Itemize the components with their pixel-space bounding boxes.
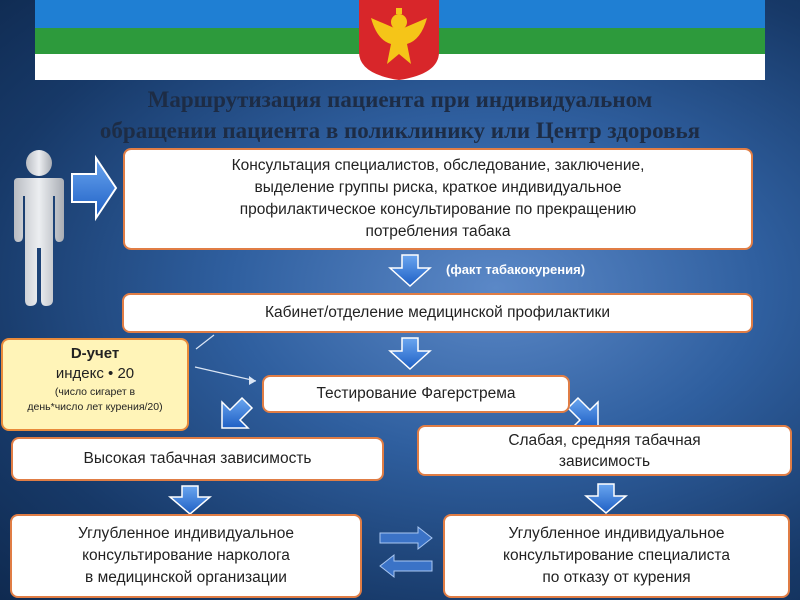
consultation-line-3: профилактическое консультирование по прекращению: [239, 201, 637, 218]
specialist-line-1: Углубленное индивидуальное: [508, 525, 725, 542]
title-line-2: обращении пациента в поликлинику или Центр здоровья: [99, 118, 701, 143]
narcologist-line-3: в медицинской организации: [85, 569, 287, 586]
specialist-line-3: по отказу от курения: [542, 569, 691, 586]
narcologist-box: [10, 514, 362, 598]
person-icon: [8, 150, 72, 310]
consultation-line-4: потребления табака: [365, 223, 511, 240]
arrow-right-icon: [72, 158, 116, 218]
fagerstrom-label: Тестирование Фагерстрема: [316, 385, 516, 402]
fact-label: (факт табакокурения): [446, 262, 586, 277]
consultation-line-1: Консультация специалистов, обследование, заключение,: [231, 157, 645, 174]
title-line-1: Маршрутизация пациента при индивидуальном: [147, 87, 653, 112]
specialist-box: [443, 514, 790, 598]
double-arrow-icon: [380, 527, 432, 577]
fagerstrom-box: [262, 375, 570, 413]
arrow-down-icon: [586, 484, 626, 513]
low-dependence-line-2: зависимость: [558, 452, 651, 470]
cabinet-label: Кабинет/отделение медицинской профилактики: [265, 304, 610, 321]
consultation-box: [123, 148, 753, 250]
cabinet-box: [122, 293, 753, 333]
high-dependence-label: Высокая табачная зависимость: [83, 450, 312, 467]
arrow-diagonal-icon: [568, 398, 598, 428]
specialist-line-2: консультирование специалиста: [503, 547, 730, 564]
arrow-down-icon: [390, 338, 430, 369]
arrow-down-icon: [390, 255, 430, 286]
low-dependence-box: [417, 425, 792, 476]
low-dependence-line-1: Слабая, средняя табачная: [508, 431, 701, 449]
bullet-icon: •: [108, 365, 114, 382]
d-uchet-index-label: индекс: [55, 365, 104, 382]
narcologist-line-2: консультирование нарколога: [82, 547, 290, 564]
d-uchet-box: [1, 338, 189, 431]
d-uchet-index-value: 20: [117, 365, 135, 382]
narcologist-line-1: Углубленное индивидуальное: [78, 525, 294, 542]
d-uchet-formula-line-1: (число сигарет в: [54, 386, 136, 398]
d-uchet-formula-line-2: день*число лет курения/20): [27, 401, 163, 413]
d-uchet-index: [56, 364, 134, 384]
arrow-down-icon: [170, 486, 210, 514]
high-dependence-box: [11, 437, 384, 481]
d-uchet-title: D-учет: [70, 345, 120, 362]
arrow-diagonal-icon: [222, 398, 252, 428]
consultation-line-2: выделение группы риска, краткое индивидуальное: [254, 179, 622, 196]
